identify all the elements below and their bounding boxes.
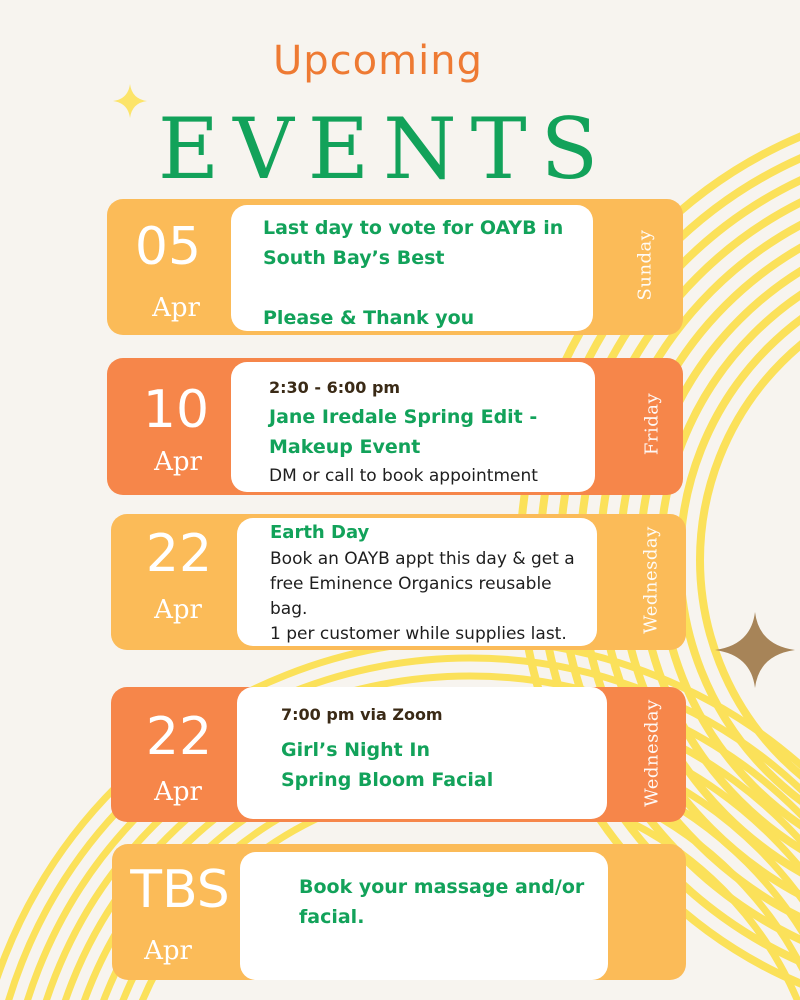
event-line: Jane Iredale Spring Edit -: [269, 406, 538, 428]
event-weekday: Sunday: [634, 229, 656, 301]
event-line: Please & Thank you: [263, 307, 475, 329]
heading-upcoming: Upcoming: [273, 38, 483, 84]
event-day-number: 10: [142, 380, 210, 440]
event-card: [237, 518, 597, 646]
heading-events: EVENTS: [157, 100, 613, 198]
event-time: 7:00 pm via Zoom: [281, 705, 443, 724]
event-weekday: Wednesday: [640, 526, 662, 634]
event-body-line: 1 per customer while supplies last.: [270, 624, 567, 644]
event-month: Apr: [152, 293, 200, 323]
event-weekday: Friday: [641, 392, 663, 456]
event-line: Makeup Event: [269, 436, 421, 458]
event-month: Apr: [154, 777, 202, 807]
event-title: Earth Day: [270, 522, 370, 543]
event-time: 2:30 - 6:00 pm: [269, 378, 401, 397]
event-day-number: 22: [145, 707, 213, 767]
event-line: Spring Bloom Facial: [281, 769, 494, 791]
event-body-line: Book an OAYB appt this day & get a: [270, 549, 575, 569]
event-day-number: 22: [145, 524, 213, 584]
event-body-line: bag.: [270, 599, 308, 619]
event-card: [231, 205, 593, 331]
event-line: Last day to vote for OAYB in: [263, 217, 564, 239]
sparkle-icon: [715, 612, 795, 688]
event-day-number: 05: [134, 217, 202, 277]
event-row: [107, 358, 683, 495]
event-line: Book your massage and/or: [299, 876, 585, 898]
event-row: [112, 844, 686, 980]
event-weekday: Wednesday: [641, 699, 663, 807]
event-card: [237, 687, 607, 819]
event-body-line: free Eminence Organics reusable: [270, 574, 552, 594]
event-line: South Bay’s Best: [263, 247, 445, 269]
event-month: Apr: [144, 936, 192, 966]
event-row: [111, 514, 686, 650]
event-day-number: TBS: [130, 860, 230, 920]
event-line: facial.: [299, 906, 365, 928]
event-line: Girl’s Night In: [281, 739, 430, 761]
event-card: [240, 852, 608, 980]
event-month: Apr: [154, 595, 202, 625]
event-note: DM or call to book appointment: [269, 466, 538, 486]
event-card: [231, 362, 595, 492]
event-row: [111, 687, 686, 822]
event-row: [107, 199, 683, 335]
event-month: Apr: [154, 447, 202, 477]
